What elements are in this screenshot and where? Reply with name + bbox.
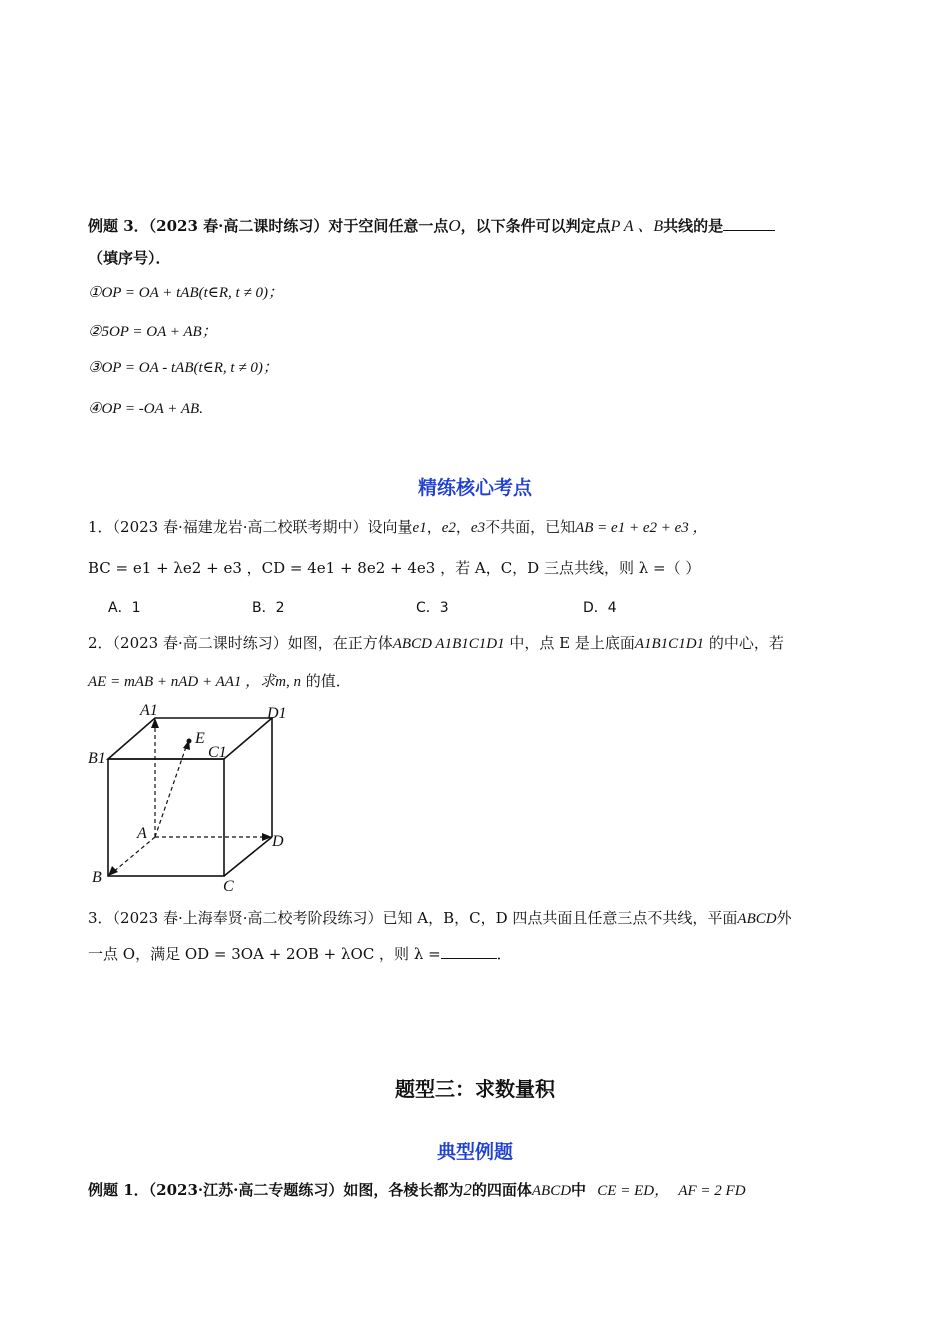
example3-condition-3: ③OP = OA - tAB(t∈R, t ≠ 0)； <box>88 360 278 376</box>
section-type3-heading: 题型三：求数量积 <box>395 1077 555 1101</box>
vector-e2: e2 <box>441 520 456 536</box>
arrowhead-b <box>108 866 118 876</box>
cube-top-face <box>108 718 272 759</box>
cube-name: ABCD A1B1C1D1 <box>392 636 505 652</box>
example3-condition-4: ④OP = -OA + AB. <box>88 401 203 417</box>
q1-option-c[interactable]: C．3 <box>416 600 449 616</box>
label-b1: B1 <box>88 750 106 767</box>
point-e <box>187 739 192 744</box>
label-a: A <box>137 825 147 842</box>
edge-a-b <box>112 837 155 873</box>
ab-expression: AB = e1 + e2 + e3 ， <box>575 520 708 536</box>
answer-blank[interactable] <box>723 216 775 231</box>
example3-line2: （填序号）． <box>88 249 171 267</box>
label-b: B <box>92 869 102 886</box>
face-name: A1B1C1D1 <box>634 636 705 652</box>
section-core-heading: 精练核心考点 <box>417 477 532 499</box>
example3-condition-2: ②5OP = OA + AB； <box>88 324 217 340</box>
q1-option-b[interactable]: B．2 <box>252 600 285 616</box>
m-n: m, n <box>275 674 301 690</box>
q2-line2: AE = mAB + nAD + AA1 ，求m, n 的值． <box>88 672 351 690</box>
vector-e1: e1 <box>412 520 427 536</box>
q3-line1: 3．（2023 春·上海奉贤·高二校考阶段练习）已知 A，B，C，D 四点共面且任意三点不共线，平面ABCD外 <box>88 909 792 927</box>
q1-line1: 1．（2023 春·福建龙岩·高二校联考期中）设向量e1，e2，e3不共面，已知AB = e1 + e2 + e3 ， <box>88 518 708 536</box>
label-d1: D1 <box>267 705 287 722</box>
q3-answer-blank[interactable] <box>441 944 497 959</box>
vector-a-e <box>155 744 187 837</box>
example3-line1: 例题 3．（2023 春·高二课时练习）对于空间任意一点O，以下条件可以判定点P A 、B共线的是 <box>88 216 775 237</box>
q1-line2: BC = e1 + λe2 + e3 ，CD = 4e1 + 8e2 + 4e3 ，若 A，C，D 三点共线，则 λ =（ ） <box>88 559 701 577</box>
af-expression: AF = 2 FD <box>678 1183 746 1199</box>
label-a1: A1 <box>140 702 158 719</box>
label-c: C <box>223 878 234 895</box>
example1-line1: 例题 1．（2023·江苏·高二专题练习）如图，各棱长都为2的四面体ABCD中 CE = ED， AF = 2 FD <box>88 1180 746 1199</box>
section-examples-heading: 典型例题 <box>436 1141 513 1163</box>
label-e: E <box>195 730 205 747</box>
vector-e3: e3 <box>470 520 486 536</box>
label-d: D <box>272 833 284 850</box>
point-o: O <box>448 216 461 235</box>
points-pab: P A 、B <box>610 218 664 235</box>
arrowhead-d <box>262 833 272 841</box>
q1-option-a[interactable]: A．1 <box>108 600 141 616</box>
example3-condition-1: ①OP = OA + tAB(t∈R, t ≠ 0)； <box>88 285 283 301</box>
q1-option-d[interactable]: D．4 <box>583 600 617 616</box>
plane-abcd: ABCD <box>737 911 777 927</box>
ce-expression: CE = ED， <box>597 1183 670 1199</box>
label-c1: C1 <box>208 744 227 761</box>
cube-figure <box>86 700 296 895</box>
cube-front-face <box>108 759 224 876</box>
q3-line2: 一点 O，满足 OD = 3OA + 2OB + λOC ，则 λ = ． <box>88 945 512 963</box>
cube-right-bottom-edge <box>224 837 272 876</box>
q2-line1: 2．（2023 春·高二课时练习）如图，在正方体ABCD A1B1C1D1 中，点 E 是上底面A1B1C1D1 的中心，若 <box>88 634 784 652</box>
